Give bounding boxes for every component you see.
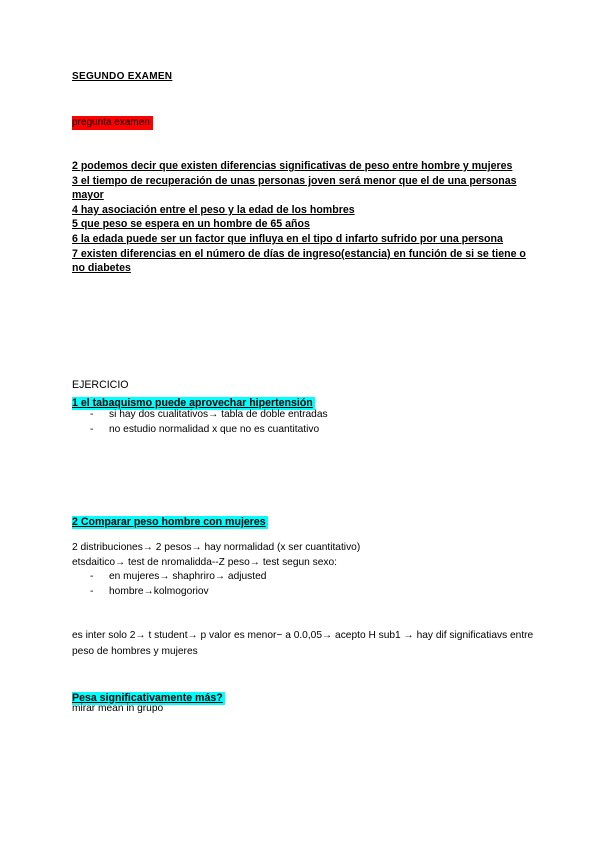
question-item: 6 la edada puede ser un factor que influya en el tipo d infarto sufrido por una persona <box>72 232 503 245</box>
bullet-item <box>72 570 266 585</box>
bullet-dash: - <box>90 571 94 582</box>
section-2-bullets <box>72 570 266 599</box>
bullet-item <box>72 585 266 600</box>
question-list <box>72 159 532 276</box>
question-item: 2 podemos decir que existen diferencias significativas de peso entre hombre y mujeres <box>72 160 513 172</box>
bullet-text: si hay dos cualitativos→ tabla de doble entradas <box>109 409 328 420</box>
bullet-item <box>72 423 328 438</box>
page-title: SEGUNDO EXAMEN <box>72 71 173 82</box>
exam-question-tag: pregunta examen <box>72 116 153 130</box>
question-item: 5 que peso se espera en un hombre de 65 años <box>72 218 310 231</box>
question-item: 7 existen diferencias en el número de días de ingreso(estancia) en función de si se tiene o no diabetes <box>72 247 526 275</box>
body-line: 2 distribuciones→ 2 pesos→ hay normalidad (x ser cuantitativo) <box>72 542 361 553</box>
bullet-text: no estudio normalidad x que no es cuantitativo <box>109 423 320 435</box>
bullet-dash: - <box>90 585 94 597</box>
section-1-bullets <box>72 408 328 437</box>
section-3-note: mirar mean in grupo <box>72 703 164 714</box>
question-item: 4 hay asociación entre el peso y la edad de los hombres <box>72 203 355 216</box>
question-item: 3 el tiempo de recuperación de unas personas joven será menor que el de una personas mayor <box>72 174 517 202</box>
bullet-text: en mujeres→ shaphriro→ adjusted <box>109 571 267 582</box>
section-3-heading-text: Pesa significativamente más? <box>72 692 223 704</box>
exercise-label: EJERCICIO <box>72 379 129 391</box>
bullet-dash: - <box>90 409 94 420</box>
bullet-dash: - <box>90 423 94 435</box>
body-line: etsdaitico→ test de nromalidda--Z peso→ test segun sexo: <box>72 556 338 568</box>
bullet-item <box>72 408 328 423</box>
section-2-heading <box>72 512 268 530</box>
section-2-conclusion: es inter solo 2→ t student→ p valor es menor− a 0.0,05→ acepto H sub1 → hay dif significatiavs entre peso de hombres y mujeres <box>72 630 534 657</box>
section-2-body <box>72 541 552 570</box>
section-2-heading-text: 2 Comparar peso hombre con mujeres <box>72 516 266 528</box>
bullet-text: hombre→kolmogoriov <box>109 585 209 597</box>
section-1-heading-text: 1 el tabaquismo puede aprovechar hipertensión <box>72 397 313 409</box>
